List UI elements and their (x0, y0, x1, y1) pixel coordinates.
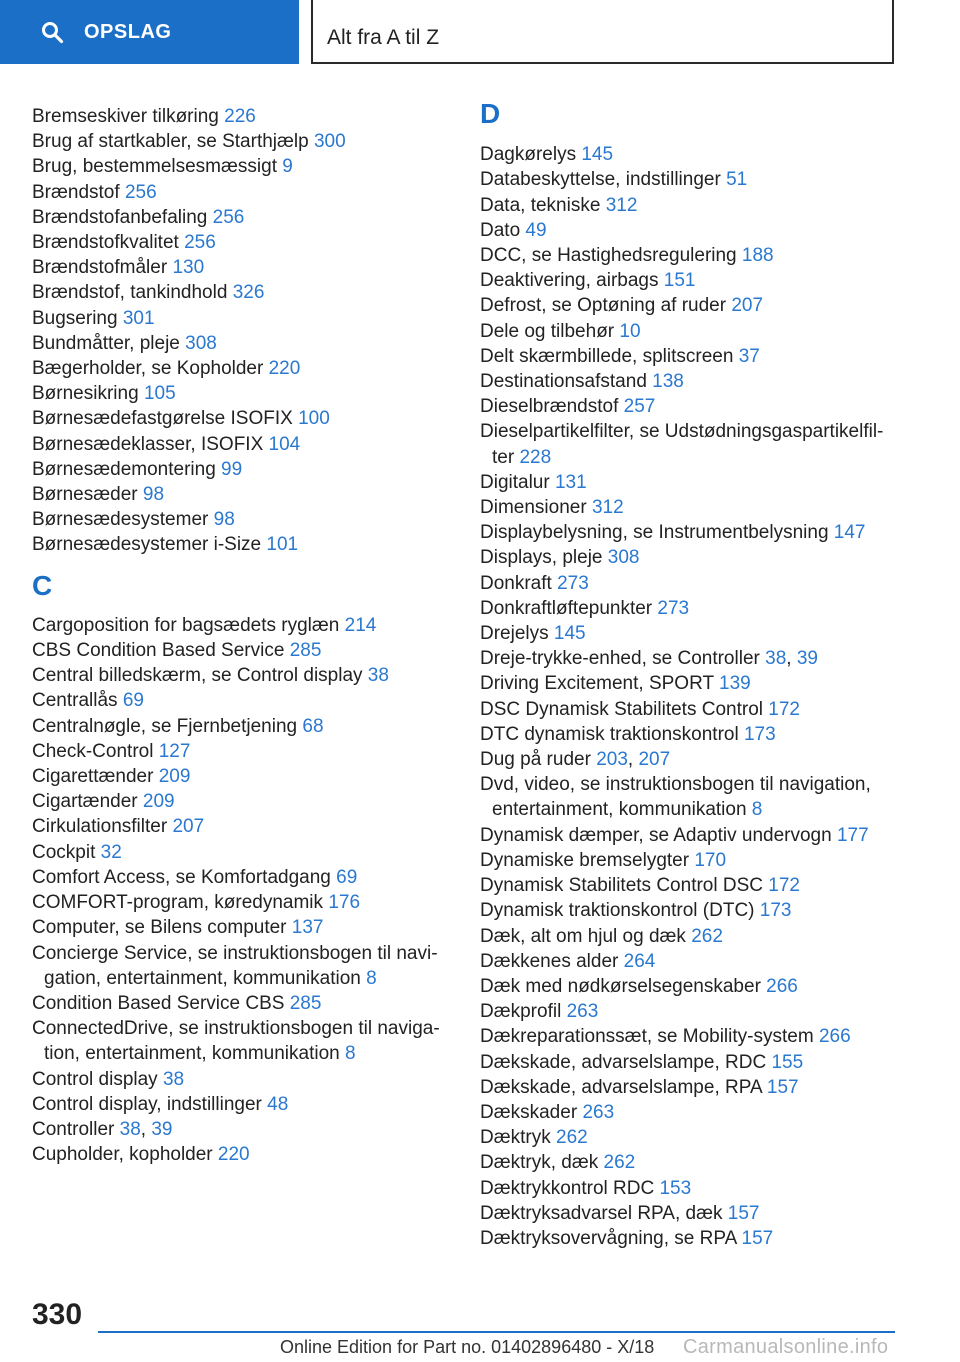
index-entry-text: Dagkørelys (480, 144, 577, 166)
index-entry-text: Dækskade, advarselslampe, RPA (480, 1076, 762, 1098)
index-entry (480, 1125, 900, 1150)
index-entry-text: Dæktryksadvarsel RPA, dæk (480, 1202, 723, 1224)
index-entry-text: Comfort Access, se Komfortadgang (32, 866, 331, 888)
page-link[interactable]: 176 (328, 892, 361, 914)
index-entry (32, 356, 452, 381)
page-link[interactable]: 155 (771, 1051, 804, 1073)
page-link[interactable]: 145 (553, 623, 586, 645)
page-link[interactable]: 228 (519, 446, 552, 468)
page-link[interactable]: 8 (366, 967, 377, 989)
index-entry-text: Børnesædesystemer i-Size (32, 534, 262, 556)
page-link[interactable]: 127 (158, 740, 191, 762)
index-entry (32, 1117, 452, 1142)
page-link[interactable]: 263 (582, 1101, 615, 1123)
index-entry (32, 104, 452, 129)
page-title: Alt fra A til Z (327, 26, 440, 49)
index-entry-text: Dækreparationssæt, se Mobility-system (480, 1026, 814, 1048)
page-link[interactable]: 326 (232, 282, 265, 304)
index-entry-text: Cockpit (32, 841, 96, 863)
page-link[interactable]: 131 (554, 471, 587, 493)
index-entry (32, 638, 452, 663)
page-link[interactable]: 105 (143, 383, 176, 405)
index-entry (480, 646, 900, 671)
index-entry-text: Dæktryk (480, 1127, 551, 1149)
index-entry-text: Cigartænder (32, 791, 138, 813)
index-entry (32, 154, 452, 179)
index-entry-text: Cirkulationsfilter (32, 816, 168, 838)
index-entry-text: CBS Condition Based Service (32, 640, 285, 662)
index-entry-text: Børnesædesystemer (32, 509, 209, 531)
index-entry-text: Dele og tilbehør (480, 320, 615, 342)
page-link[interactable]: 37 (738, 345, 760, 367)
index-entry (480, 596, 900, 621)
page-link[interactable]: 256 (124, 181, 157, 203)
page-link[interactable]: 170 (694, 849, 727, 871)
index-entry (480, 193, 900, 218)
page-link[interactable]: 188 (741, 245, 774, 267)
index-entry-text: Brug af startkabler, se Starthjælp (32, 131, 309, 153)
index-entry-text: Dækkenes alder (480, 950, 619, 972)
index-entry-text: Dæktryksovervågning, se RPA (480, 1227, 737, 1249)
index-entry (32, 331, 452, 356)
page-link[interactable]: 157 (741, 1227, 774, 1249)
index-entry (32, 789, 452, 814)
page-link[interactable]: 130 (172, 257, 205, 279)
index-entry-text: Databeskyttelse, indstillinger (480, 169, 721, 191)
index-entry-text: ConnectedDrive, se instruktionsbogen til naviga‐tion, entertainment, kommunikation (32, 1018, 440, 1065)
page-link[interactable]: 209 (158, 766, 191, 788)
page-link[interactable]: 8 (751, 799, 763, 821)
index-entry-text: Brændstof (32, 181, 120, 203)
page-link[interactable]: 147 (833, 522, 866, 544)
index-entry-text: Check-Control (32, 740, 154, 762)
page-link[interactable]: 172 (768, 698, 800, 720)
page-link[interactable]: 38 (765, 648, 787, 670)
index-entry-text: Dækskader (480, 1101, 578, 1123)
index-entry-text: Dynamiske bremselygter (480, 849, 690, 871)
index-entry-text: Controller (32, 1118, 115, 1140)
index-entry (32, 129, 452, 154)
index-entry-text: Donkraft (480, 572, 552, 594)
index-entry-text: Dæktrykkontrol RDC (480, 1177, 655, 1199)
index-entry (480, 1075, 900, 1100)
page-link[interactable]: 157 (727, 1202, 760, 1224)
index-entry-text: Dækskade, advarselslampe, RDC (480, 1051, 767, 1073)
page-link[interactable]: 262 (556, 1127, 588, 1149)
index-entry-text: Data, tekniske (480, 194, 601, 216)
index-entry-text: Dæk, alt om hjul og dæk (480, 925, 686, 947)
page-link[interactable]: 262 (603, 1152, 636, 1174)
index-entry (32, 1067, 452, 1092)
index-list-c (32, 613, 452, 1167)
page-link[interactable]: 99 (221, 458, 243, 480)
page-link[interactable]: 138 (652, 371, 684, 393)
page-link[interactable]: 145 (581, 144, 614, 166)
index-entry (32, 507, 452, 532)
index-entry (32, 1142, 452, 1167)
page-separator: , (627, 749, 634, 771)
page-link[interactable]: 172 (768, 875, 800, 897)
index-entry-text: Brug, bestemmelsesmæssigt (32, 156, 277, 178)
index-entry-text: Dynamisk traktionskontrol (DTC) (480, 900, 755, 922)
page-link[interactable]: 38 (119, 1118, 141, 1140)
index-entry-text: Defrost, se Optøning af ruder (480, 295, 727, 317)
index-entry-text: Drejelys (480, 623, 549, 645)
index-entry (32, 840, 452, 865)
index-entry (32, 865, 452, 890)
index-entry (32, 532, 452, 557)
page-link[interactable]: 207 (731, 295, 764, 317)
lookup-tab[interactable] (0, 0, 299, 64)
index-entry (480, 671, 900, 696)
page-link[interactable]: 207 (172, 816, 205, 838)
index-entry-text: Cigarettænder (32, 766, 154, 788)
index-entry (32, 814, 452, 839)
lookup-tab-label: OPSLAG (84, 20, 172, 43)
index-entry-text: Cupholder, kopholder (32, 1144, 213, 1166)
index-entry-text: Dynamisk Stabilitets Control DSC (480, 875, 763, 897)
header-title-box (311, 0, 894, 64)
index-entry-text: Central billedskærm, se Control display (32, 665, 363, 687)
index-entry-text: Centralnøgle, se Fjernbetjening (32, 715, 298, 737)
page-link[interactable]: 151 (663, 270, 696, 292)
index-entry (480, 1100, 900, 1125)
page-link[interactable]: 69 (336, 866, 358, 888)
index-entry (480, 293, 900, 318)
index-entry (32, 613, 452, 638)
index-entry (480, 1226, 900, 1251)
index-entry (480, 142, 900, 167)
page-link[interactable]: 226 (224, 106, 256, 127)
page-link[interactable]: 139 (719, 673, 751, 695)
index-entry-text: Dieselbrændstof (480, 396, 619, 418)
index-entry (480, 369, 900, 394)
index-entry-text: Dynamisk dæmper, se Adaptiv undervogn (480, 824, 832, 846)
page-link[interactable]: 264 (623, 950, 656, 972)
index-entry-text: Dieselpartikelfilter, se Udstødningsgaspartikelfil‐ter (480, 421, 884, 468)
index-entry-text: Bundmåtter, pleje (32, 332, 180, 354)
page-link[interactable]: 69 (122, 690, 144, 712)
search-icon (40, 20, 64, 44)
page-link[interactable]: 285 (289, 640, 322, 662)
page-link[interactable]: 214 (344, 614, 377, 636)
index-entry (480, 243, 900, 268)
index-entry-text: Control display, indstillinger (32, 1093, 262, 1115)
index-entry (480, 545, 900, 570)
page-link[interactable]: 10 (619, 320, 641, 342)
page-link[interactable]: 300 (313, 131, 346, 153)
index-entry-text: Børnesæder (32, 484, 138, 506)
index-entry-text: Digitalur (480, 471, 550, 493)
page-link[interactable]: 157 (766, 1076, 799, 1098)
index-entry-text: Displaybelysning, se Instrumentbelysning (480, 522, 829, 544)
index-entry-text: Dimensioner (480, 497, 587, 519)
page-link[interactable]: 51 (726, 169, 748, 191)
index-entry (480, 1024, 900, 1049)
page-link[interactable]: 173 (743, 723, 776, 745)
section-letter-d: D (480, 98, 501, 129)
page-link[interactable]: 98 (142, 484, 165, 506)
page-link[interactable]: 98 (213, 509, 235, 531)
index-entry-text: Displays, pleje (480, 547, 603, 569)
page-separator: , (140, 1118, 147, 1140)
page-link[interactable]: 101 (266, 534, 299, 556)
index-entry (32, 406, 452, 431)
index-entry (32, 482, 452, 507)
watermark: Carmanualsonline.info (683, 1336, 889, 1358)
index-entry (32, 432, 452, 457)
section-letter-c: C (32, 569, 53, 601)
index-entry (32, 714, 452, 739)
index-entry (480, 697, 900, 722)
index-entry-text: COMFORT-program, køredynamik (32, 892, 324, 914)
page-link[interactable]: 39 (151, 1118, 173, 1140)
page-link[interactable]: 301 (122, 307, 155, 329)
page-link[interactable]: 273 (657, 597, 690, 619)
page-link[interactable]: 262 (691, 925, 723, 947)
index-entry (32, 255, 452, 280)
page-link[interactable]: 9 (282, 156, 293, 178)
index-entry (32, 180, 452, 205)
index-entry-text: Bægerholder, se Kopholder (32, 358, 264, 380)
index-entry (480, 394, 900, 419)
index-entry-text: Børnesædeklasser, ISOFIX (32, 433, 264, 455)
index-entry-text: Destinationsafstand (480, 371, 647, 393)
page-link[interactable]: 39 (796, 648, 818, 670)
page-link[interactable]: 257 (623, 396, 656, 418)
index-entry (32, 1092, 452, 1117)
page-link[interactable]: 220 (217, 1144, 250, 1166)
page-link[interactable]: 220 (268, 358, 301, 380)
page-link[interactable]: 256 (184, 232, 216, 254)
index-entry (480, 470, 900, 495)
index-entry (480, 319, 900, 344)
page-link[interactable]: 49 (525, 219, 547, 241)
page-number: 330 (32, 1298, 83, 1331)
page-link[interactable]: 38 (367, 665, 389, 687)
index-entry (480, 848, 900, 873)
index-list-d (480, 142, 900, 1251)
index-entry-text: Bugsering (32, 307, 118, 329)
index-entry-text: Driving Excitement, SPORT (480, 673, 714, 695)
index-entry-text: Brændstofanbefaling (32, 206, 208, 228)
index-entry (32, 991, 452, 1016)
index-entry (480, 621, 900, 646)
page-link[interactable]: 104 (268, 433, 301, 455)
index-entry (480, 999, 900, 1024)
edition-text: Online Edition for Part no. 01402896480 - X/18 (280, 1337, 655, 1357)
index-entry (32, 230, 452, 255)
index-entry (480, 722, 900, 747)
page-link[interactable]: 32 (100, 841, 122, 863)
index-entry (480, 823, 900, 848)
page-link[interactable]: 177 (836, 824, 869, 846)
page-link[interactable]: 308 (185, 332, 217, 354)
page-link[interactable]: 308 (607, 547, 640, 569)
index-entry (480, 167, 900, 192)
index-entry (32, 915, 452, 940)
page-link[interactable]: 266 (766, 975, 798, 997)
page-link[interactable]: 207 (638, 749, 671, 771)
index-entry-text: Børnesædefastgørelse ISOFIX (32, 408, 293, 430)
page-link[interactable]: 312 (605, 194, 638, 216)
index-entry-text: Control display (32, 1068, 158, 1090)
index-entry-text: Børnesikring (32, 383, 139, 405)
index-entry (480, 747, 900, 772)
index-entry (32, 941, 452, 991)
page-separator: , (786, 648, 792, 670)
page-link[interactable]: 263 (566, 1001, 599, 1023)
index-entry (480, 924, 900, 949)
index-entry (480, 772, 900, 822)
index-entry (32, 306, 452, 331)
page-link[interactable]: 153 (659, 1177, 692, 1199)
index-entry (480, 520, 900, 545)
index-entry (480, 571, 900, 596)
index-entry (32, 890, 452, 915)
index-entry (480, 419, 900, 469)
index-entry (480, 873, 900, 898)
index-entry-text: DTC dynamisk traktionskontrol (480, 723, 739, 745)
page-link[interactable]: 137 (291, 917, 324, 939)
page-link[interactable]: 203 (596, 749, 628, 771)
index-entry-text: Dato (480, 219, 521, 241)
index-entry (32, 1016, 452, 1066)
page-link[interactable]: 312 (591, 497, 624, 519)
index-entry (480, 974, 900, 999)
index-entry-text: Dæktryk, dæk (480, 1152, 599, 1174)
page-link[interactable]: 209 (142, 791, 175, 813)
index-entry (480, 949, 900, 974)
footer-divider (98, 1331, 895, 1333)
index-entry-text: Børnesædemontering (32, 458, 216, 480)
index-entry-text: Brændstof, tankindhold (32, 282, 228, 304)
index-entry-text: Cargoposition for bagsædets ryglæn (32, 614, 340, 636)
page-link[interactable]: 48 (267, 1093, 289, 1115)
index-entry (480, 344, 900, 369)
index-entry-text: Dug på ruder (480, 749, 591, 771)
index-entry (32, 764, 452, 789)
index-entry (480, 1050, 900, 1075)
index-entry (480, 1176, 900, 1201)
index-entry (32, 739, 452, 764)
page-link[interactable]: 8 (345, 1043, 356, 1065)
index-entry (480, 218, 900, 243)
index-list-b (32, 104, 452, 558)
index-column-left (32, 104, 452, 1167)
index-entry (480, 268, 900, 293)
index-entry-text: DCC, se Hastighedsregulering (480, 245, 737, 267)
index-entry-text: Condition Based Service CBS (32, 992, 285, 1014)
index-entry-text: DSC Dynamisk Stabilitets Control (480, 698, 763, 720)
index-entry (32, 280, 452, 305)
index-entry-text: Donkraftløftepunkter (480, 597, 653, 619)
index-entry-text: Dækprofil (480, 1001, 562, 1023)
index-entry-text: Concierge Service, se instruktionsbogen til navi‐gation, entertainment, kommunikation (32, 942, 438, 989)
index-entry (32, 688, 452, 713)
index-entry-text: Dreje-trykke-enhed, se Controller (480, 648, 760, 670)
page-link[interactable]: 256 (212, 206, 245, 228)
index-entry (480, 1150, 900, 1175)
index-entry-text: Computer, se Bilens computer (32, 917, 287, 939)
page-link[interactable]: 266 (818, 1026, 851, 1048)
index-entry-text: Bremseskiver tilkøring (32, 106, 219, 127)
page-link[interactable]: 38 (162, 1068, 185, 1090)
index-entry-text: Deaktivering, airbags (480, 270, 659, 292)
index-entry (32, 381, 452, 406)
index-entry-text: Brændstofmåler (32, 257, 168, 279)
index-entry-text: Centrallås (32, 690, 118, 712)
page-link[interactable]: 100 (298, 408, 330, 430)
index-entry (480, 898, 900, 923)
index-entry (32, 663, 452, 688)
index-entry-text: Dæk med nødkørselsegenskaber (480, 975, 761, 997)
index-entry-text: Delt skærmbillede, splitscreen (480, 345, 734, 367)
index-column-right (480, 98, 900, 1251)
index-entry (480, 495, 900, 520)
index-entry (32, 457, 452, 482)
page-link[interactable]: 285 (289, 992, 322, 1014)
page-link[interactable]: 273 (557, 572, 589, 594)
index-entry-text: Dvd, video, se instruktionsbogen til navigation, entertainment, kommunikation (480, 774, 871, 821)
index-entry (32, 205, 452, 230)
index-entry-text: Brændstofkvalitet (32, 232, 179, 254)
index-entry (480, 1201, 900, 1226)
page-link[interactable]: 68 (302, 715, 324, 737)
page-link[interactable]: 173 (759, 900, 792, 922)
